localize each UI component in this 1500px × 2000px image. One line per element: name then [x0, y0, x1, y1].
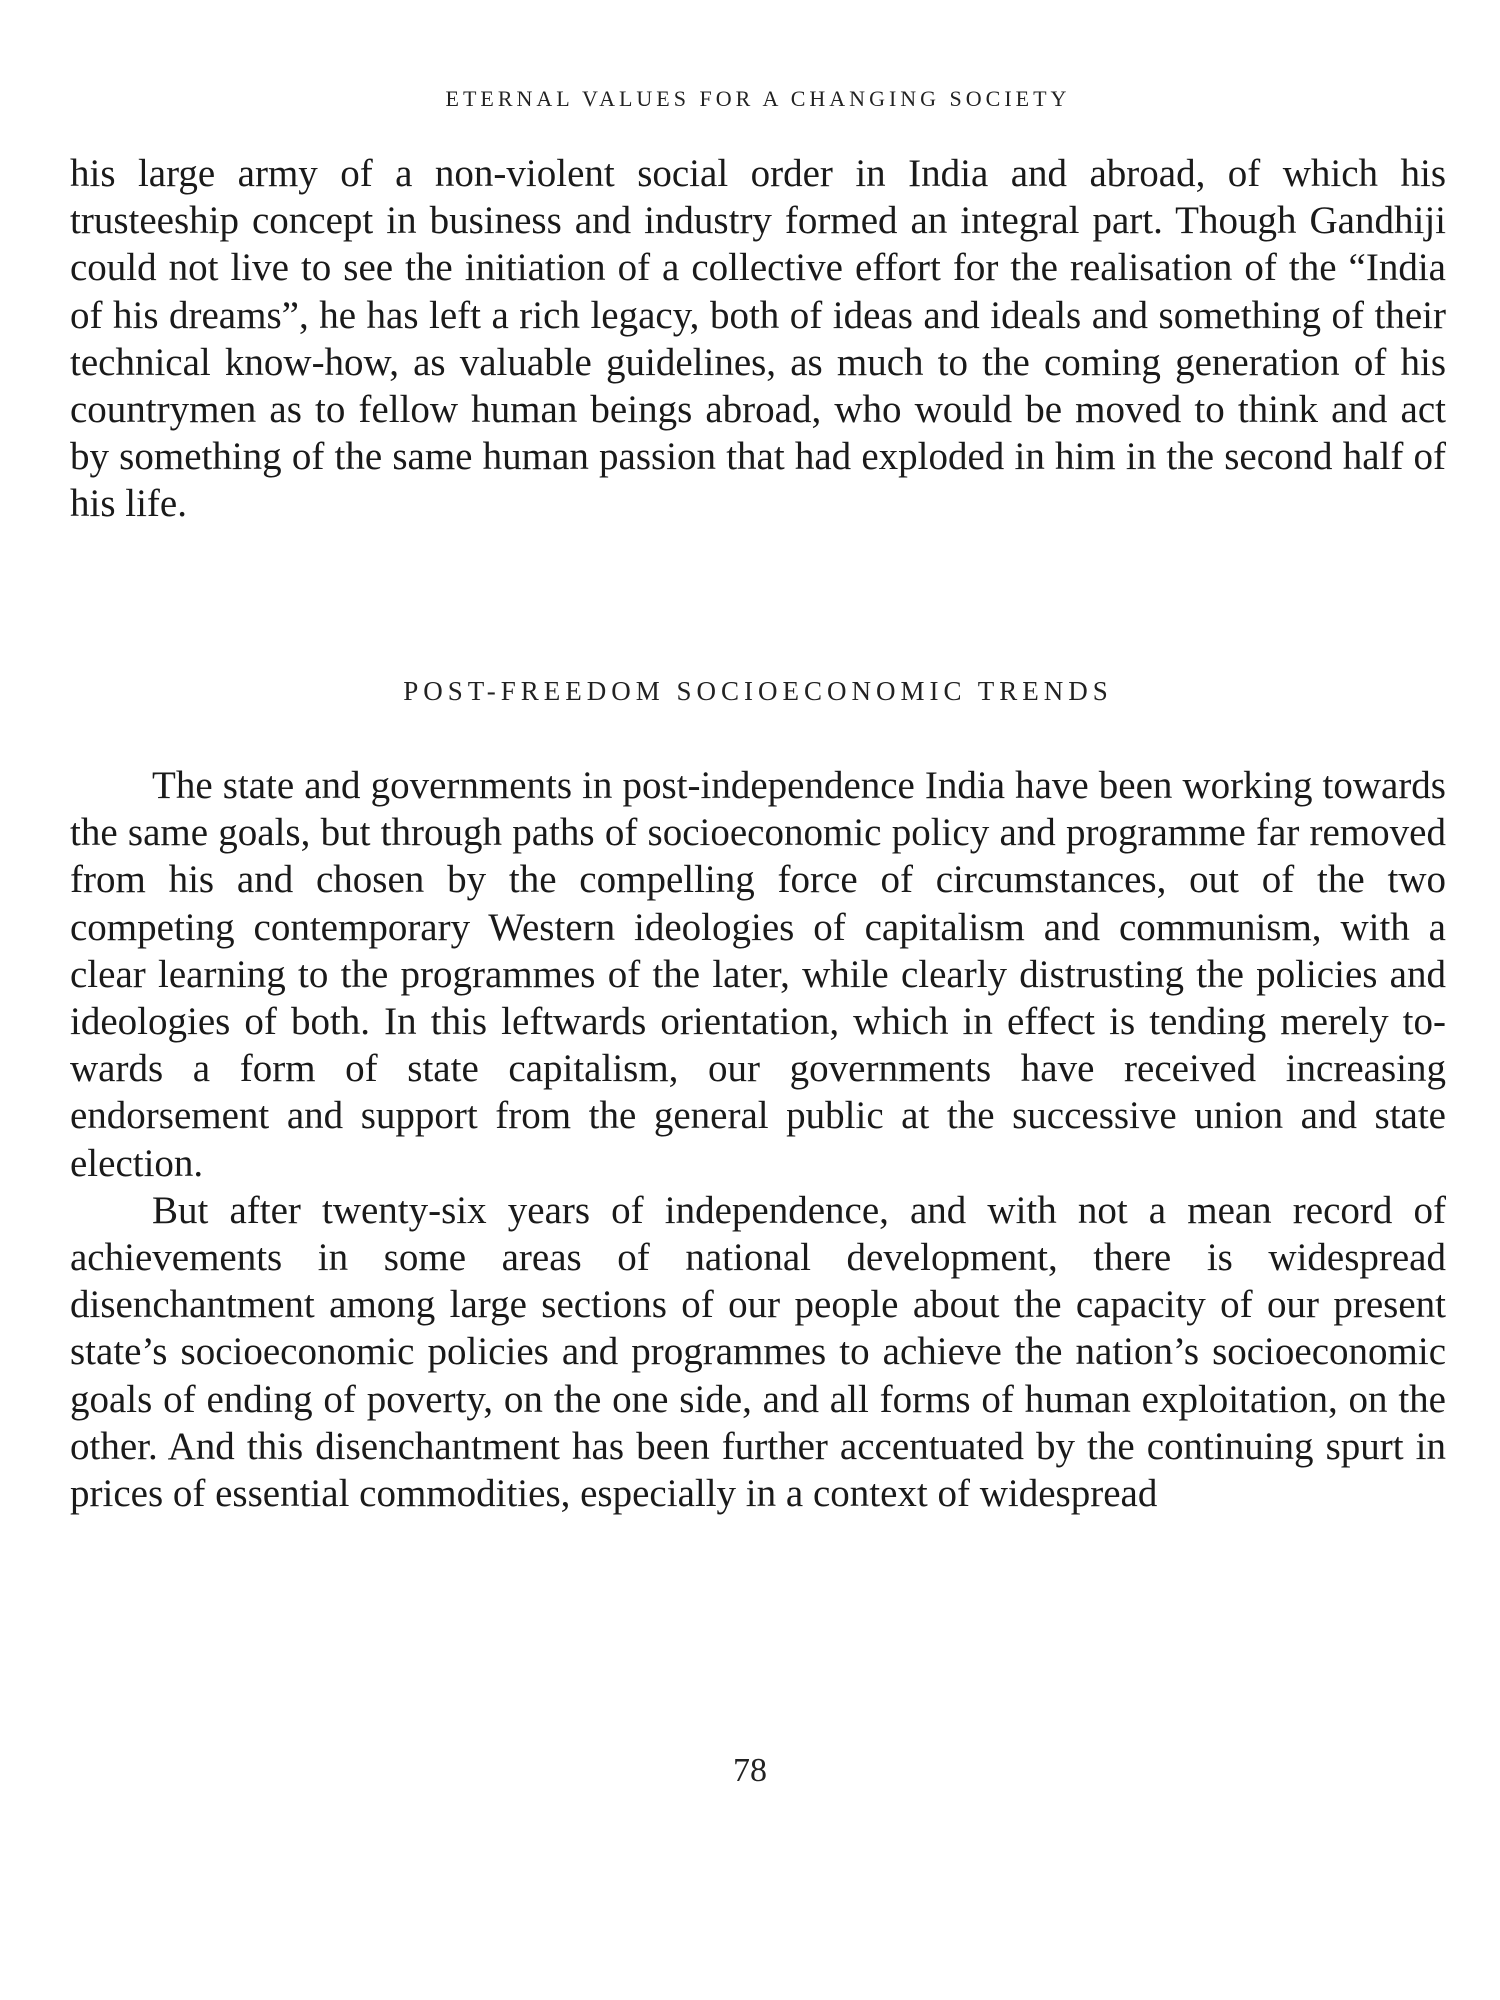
paragraph-continuation: his large army of a non-violent social order in India and abroad, of which his trusteeship concept in business and industry formed an integral part. Though Gandhiji could not live to see the initiation of a collective effort for the realisation of the “India of his dreams”, he has left a rich legacy, both of ideas and ideals and something of their technical know-how, as valuable guidelines, as much to the coming generation of his countrymen as to fellow human beings abroad, who would be moved to think and act by something of the same human passion that had exploded in him in the second half of his life.	[70, 152, 1446, 526]
section-heading: POST-FREEDOM SOCIOECONOMIC TRENDS	[403, 676, 1113, 706]
page-number: 78	[733, 1752, 767, 1789]
body-text-top	[70, 150, 1446, 528]
body-text-main	[70, 762, 1446, 1517]
paragraph-state-and-governments: The state and governments in post-independence India have been working towards the same goals, but through paths of socioeconomic policy and programme far removed from his and chosen by the compelling force of circumstances, out of the two competing contemporary Western ideologies of capitalism and communism, with a clear learning to the programmes of the later, while clearly distrusting the policies and ideologies of both. In this leftwards orientation, which in effect is tending merely towards a form of state capitalism, our governments have received increasing endorsement and support from the general public at the successive union and state election.	[70, 764, 1446, 1185]
running-head: ETERNAL VALUES FOR A CHANGING SOCIETY	[445, 86, 1071, 111]
paragraph-twenty-six-years: But after twenty-six years of independence, and with not a mean record of achievements in some areas of national development, there is widespread disenchantment among large sections of our people about the capacity of our present state’s socioeconomic policies and programmes to achieve the nation’s socioeconomic goals of ending of poverty, on the one side, and all forms of human exploitation, on the other. And this disenchantment has been further accentuated by the continuing spurt in prices of essential commodities, especially in a context of widespread	[70, 1188, 1446, 1516]
